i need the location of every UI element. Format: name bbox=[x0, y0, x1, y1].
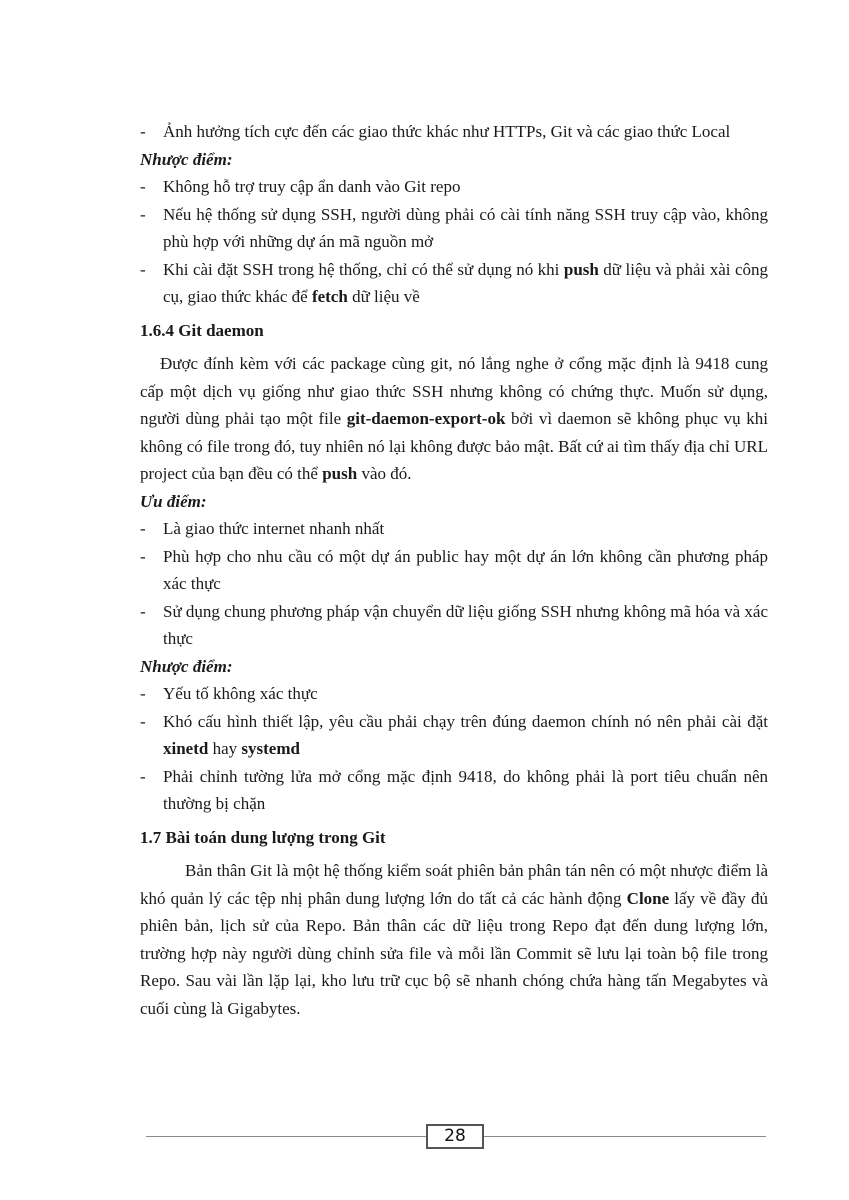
bullet-text: Ảnh hưởng tích cực đến các giao thức khác như HTTPs, Git và các giao thức Local bbox=[163, 122, 731, 141]
bullet-item bbox=[140, 515, 768, 543]
bullet-item bbox=[140, 763, 768, 818]
text-run: Khi cài đặt SSH trong hệ thống, chỉ có thể sử dụng nó khi bbox=[163, 259, 564, 279]
bullet-dash: - bbox=[140, 204, 146, 224]
bullet-dash: - bbox=[140, 684, 146, 703]
bold-term: push bbox=[563, 259, 599, 279]
bullet-dash: - bbox=[140, 601, 146, 621]
section-label: Ưu điểm: bbox=[140, 491, 207, 511]
section-label: Nhược điểm: bbox=[140, 149, 233, 169]
bullet-text bbox=[163, 712, 768, 759]
text-run: hay bbox=[208, 739, 242, 758]
bold-term: git-daemon-export-ok bbox=[346, 409, 506, 428]
page-number: 28 bbox=[426, 1124, 484, 1149]
bullet-text: Phải chỉnh tường lửa mở cổng mặc định 9418, do không phải là port tiêu chuẩn nên thường bị chặn bbox=[163, 766, 768, 813]
bullet-dash: - bbox=[140, 177, 146, 196]
bullet-dash: - bbox=[140, 711, 146, 731]
bullet-dash: - bbox=[140, 519, 146, 538]
bold-term: systemd bbox=[241, 739, 300, 758]
bold-term: push bbox=[322, 464, 358, 483]
bullet-dash: - bbox=[140, 766, 146, 786]
bullet-item bbox=[140, 708, 768, 763]
text-run: Bản thân Git là một hệ thống kiểm soát phiên bản phân tán nên có một nhược điểm là khó quản lý các tệp nhị phân dung lượng lớn do tất cả các hành động bbox=[140, 861, 768, 908]
bullet-text: Yếu tố không xác thực bbox=[163, 684, 318, 703]
text-run: Được đính kèm với các package cùng git, nó lắng nghe ở cổng mặc định là 9418 cung cấp một dịch vụ giống như giao thức SSH nhưng không có chứng thực. Muốn sử dụng, người dùng phải tạo một file bbox=[140, 354, 768, 428]
text-run: lấy về đầy đủ phiên bản, lịch sử của Repo. Bản thân các dữ liệu trong Repo đạt đến dung lượng lớn, trường hợp này người dùng chỉnh sửa file và mỗi lần Commit sẽ lưu lại toàn bộ file trong Repo. Sau vài lần lặp lại, kho lưu trữ cục bộ sẽ nhanh chóng chứa hàng tấn Megabytes và cuối cùng là Gigabytes. bbox=[140, 888, 768, 1018]
bold-term: fetch bbox=[311, 287, 348, 306]
bullet-dash: - bbox=[140, 546, 146, 566]
bullet-text: Nếu hệ thống sử dụng SSH, người dùng phải có cài tính năng SSH truy cập vào, không phù hợp với những dự án mã nguồn mở bbox=[163, 204, 768, 251]
bold-term: xinetd bbox=[163, 739, 209, 758]
body-paragraph bbox=[140, 350, 768, 488]
section-label: Nhược điểm: bbox=[140, 656, 233, 676]
bullet-item bbox=[140, 680, 768, 708]
bullet-item bbox=[140, 201, 768, 256]
bullet-text bbox=[163, 260, 768, 307]
text-run: dữ liệu và phải xài công cụ, giao thức khác để bbox=[163, 259, 768, 306]
bullet-text: Là giao thức internet nhanh nhất bbox=[163, 519, 385, 538]
section-heading: 1.6.4 Git daemon bbox=[140, 320, 264, 340]
text-run: Khó cấu hình thiết lập, yêu cầu phải chạy trên đúng daemon chính nó nên phải cài đặt bbox=[163, 711, 768, 731]
bullet-text: Phù hợp cho nhu cầu có một dự án public hay một dự án lớn không cần phương pháp xác thực bbox=[163, 546, 768, 593]
bullet-item bbox=[140, 118, 768, 146]
section-heading: 1.7 Bài toán dung lượng trong Git bbox=[140, 827, 386, 847]
bullet-dash: - bbox=[140, 122, 146, 141]
bullet-item bbox=[140, 256, 768, 311]
footer-rule-right bbox=[484, 1136, 766, 1137]
text-run: vào đó. bbox=[357, 464, 412, 483]
body-paragraph bbox=[140, 857, 768, 1022]
bullet-item bbox=[140, 173, 768, 201]
page-content bbox=[140, 118, 768, 1022]
bullet-dash: - bbox=[140, 259, 146, 279]
bullet-item bbox=[140, 543, 768, 598]
text-run: bởi vì daemon sẽ không phục vụ khi không có file trong đó, tuy nhiên nó lại không được bảo mật. Bất cứ ai tìm thấy địa chỉ URL project của bạn đều có thể bbox=[140, 409, 768, 483]
bullet-text: Sử dụng chung phương pháp vận chuyển dữ liệu giống SSH nhưng không mã hóa và xác thực bbox=[163, 601, 768, 648]
bold-term: Clone bbox=[626, 888, 670, 908]
bullet-item bbox=[140, 598, 768, 653]
bullet-text: Không hỗ trợ truy cập ẩn danh vào Git repo bbox=[163, 177, 461, 196]
footer-rule-left bbox=[146, 1136, 426, 1137]
text-run: dữ liệu về bbox=[347, 287, 420, 306]
